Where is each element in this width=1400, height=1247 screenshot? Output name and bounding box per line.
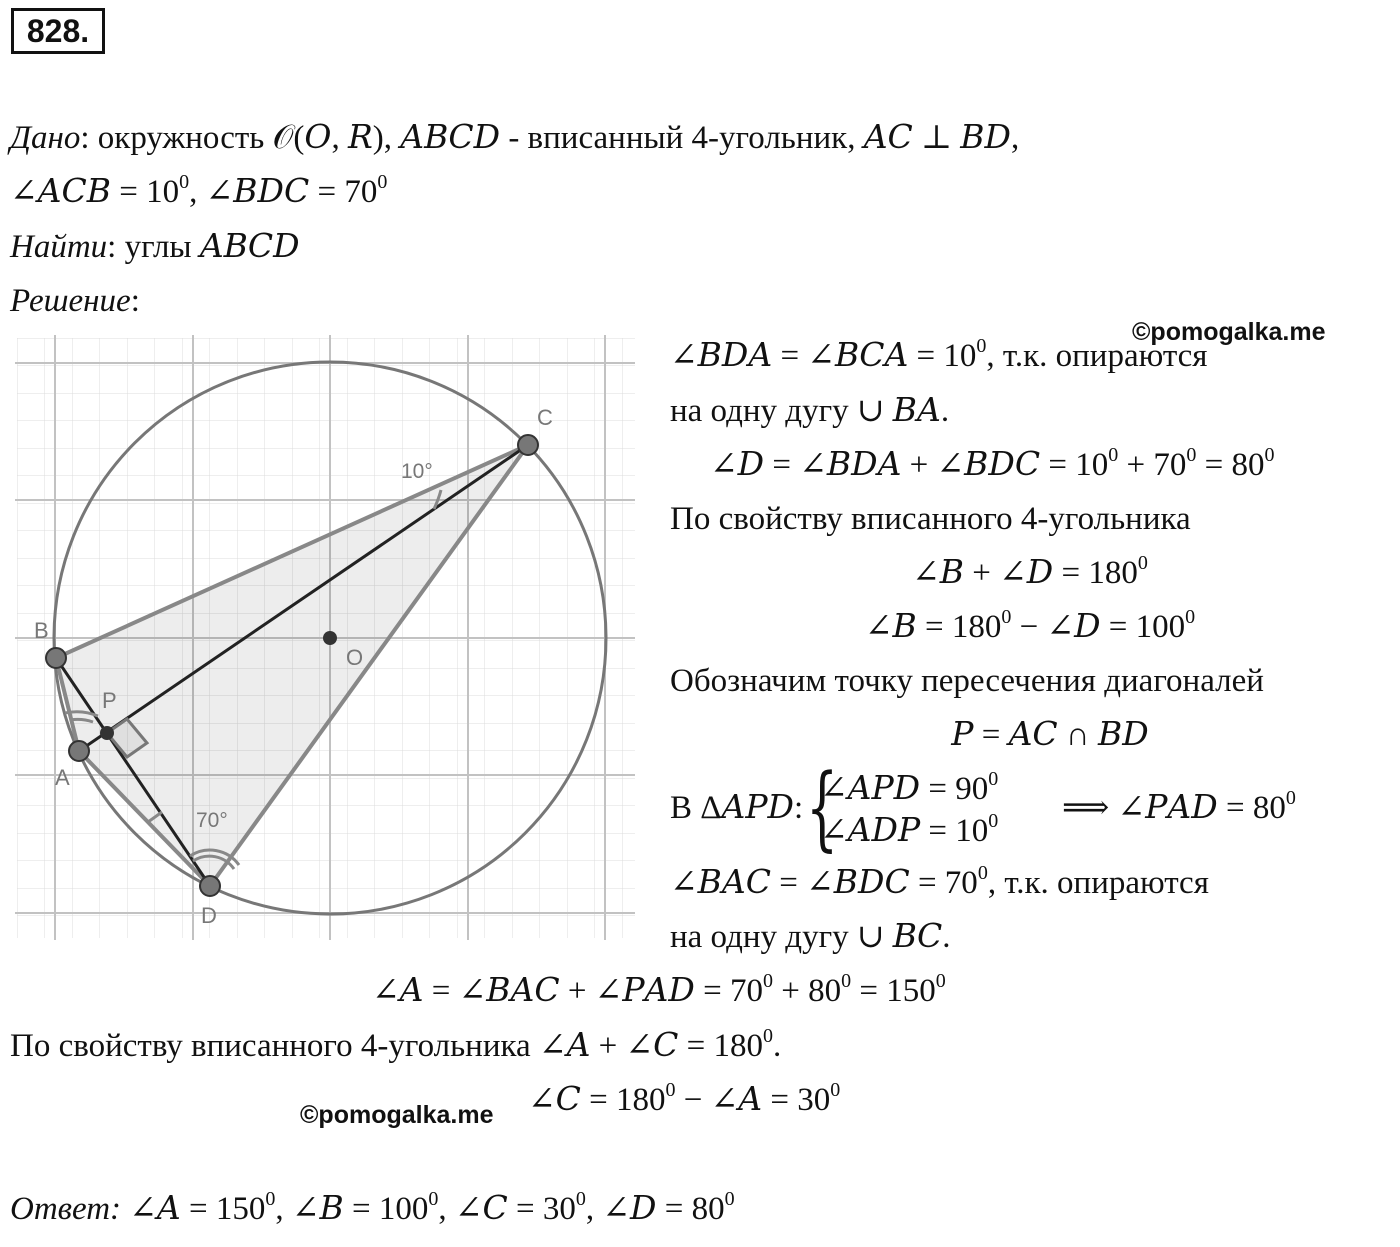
geometry-figure: [12, 330, 637, 945]
watermark-bottom: ©pomogalka.me: [300, 1101, 494, 1129]
label-c: C: [537, 405, 553, 430]
find-label: Найти: [10, 229, 108, 265]
given-line-2: [10, 172, 387, 212]
system-line-1: ∠𝐴𝑃𝐷 = $90^0$: [820, 768, 999, 807]
find-line: [10, 227, 300, 267]
step-9-prefix: В Δ𝐴𝑃𝐷:: [670, 790, 804, 826]
step-12: ∠𝐴 = ∠𝐵𝐴𝐶 + ∠𝑃𝐴𝐷 = $70^0 + 80^0 = 150^0$: [372, 970, 946, 1009]
point-o: [323, 631, 337, 645]
system-line-2: ∠𝐴𝐷𝑃 = $10^0$: [820, 810, 999, 849]
label-p: P: [102, 688, 117, 713]
given-text: : окружность 𝒪(𝑂, 𝑅), 𝐴𝐵𝐶𝐷 - вписанный 4-угольник, 𝐴𝐶 ⊥ 𝐵𝐷,: [80, 120, 1020, 156]
watermark-top: ©pomogalka.me: [1132, 318, 1326, 346]
step-13: По свойству вписанного 4-угольника ∠𝐴 + ∠𝐶 = $180^0$.: [10, 1025, 782, 1064]
step-14: ∠𝐶 = $180^0$ − ∠𝐴 = $30^0$: [528, 1079, 841, 1118]
step-2: на одну дугу ∪ 𝐵𝐴.: [670, 393, 950, 429]
angle-label-acb: 10°: [401, 460, 433, 483]
point-d: [200, 876, 220, 896]
angle-label-bdc: 70°: [196, 809, 228, 832]
solution-line: [10, 281, 140, 321]
problem-number: 828.: [11, 8, 105, 54]
answer-line: Ответ: ∠𝐴 = $150^0$, ∠𝐵 = $100^0$, ∠𝐶 = $30^0$, ∠𝐷 = $80^0$: [10, 1188, 735, 1227]
point-a: [69, 741, 89, 761]
step-6: ∠𝐵 = $180^0$ − ∠𝐷 = $100^0$: [864, 606, 1196, 645]
step-5: ∠𝐵 + ∠𝐷 = $180^0$: [912, 552, 1148, 591]
degree: 0: [377, 171, 388, 193]
point-c: [518, 435, 538, 455]
system-brace: {: [806, 754, 839, 861]
step-9-result: ⟹ ∠𝑃𝐴𝐷 = $80^0$: [1062, 787, 1296, 826]
step-4: По свойству вписанного 4-угольника: [670, 501, 1191, 537]
find-text: : углы 𝐴𝐵𝐶𝐷: [107, 229, 300, 265]
given-angle-acb: ∠𝐴𝐶𝐵 = 10: [10, 174, 180, 210]
label-o: O: [346, 645, 364, 670]
solution-label: Решение: [10, 283, 131, 319]
degree: 0: [179, 171, 190, 193]
label-d: D: [201, 903, 217, 928]
given-label: Дано: [10, 120, 81, 156]
step-9-system: [820, 768, 998, 852]
given-angle-bdc: , ∠𝐵𝐷𝐶 = 70: [189, 174, 378, 210]
step-8: 𝑃 = 𝐴𝐶 ∩ 𝐵𝐷: [951, 717, 1149, 753]
label-a: A: [55, 765, 70, 790]
step-7: Обозначим точку пересечения диагоналей: [670, 663, 1264, 699]
step-11: на одну дугу ∪ 𝐵𝐶.: [670, 919, 951, 955]
point-b: [46, 648, 66, 668]
step-10: ∠𝐵𝐴𝐶 = ∠𝐵𝐷𝐶 = $70^0$, т.к. опираются: [670, 862, 1209, 901]
step-1: ∠𝐵𝐷𝐴 = ∠𝐵𝐶𝐴 = $10^0$, т.к. опираются: [670, 335, 1208, 374]
solution-colon: :: [130, 283, 140, 319]
given-line-1: [10, 118, 1019, 158]
step-3: ∠𝐷 = ∠𝐵𝐷𝐴 + ∠𝐵𝐷𝐶 = $10^0 + 70^0 = 80^0$: [710, 444, 1275, 483]
answer-label: Ответ:: [10, 1191, 122, 1227]
point-p: [100, 726, 114, 740]
label-b: B: [34, 618, 49, 643]
